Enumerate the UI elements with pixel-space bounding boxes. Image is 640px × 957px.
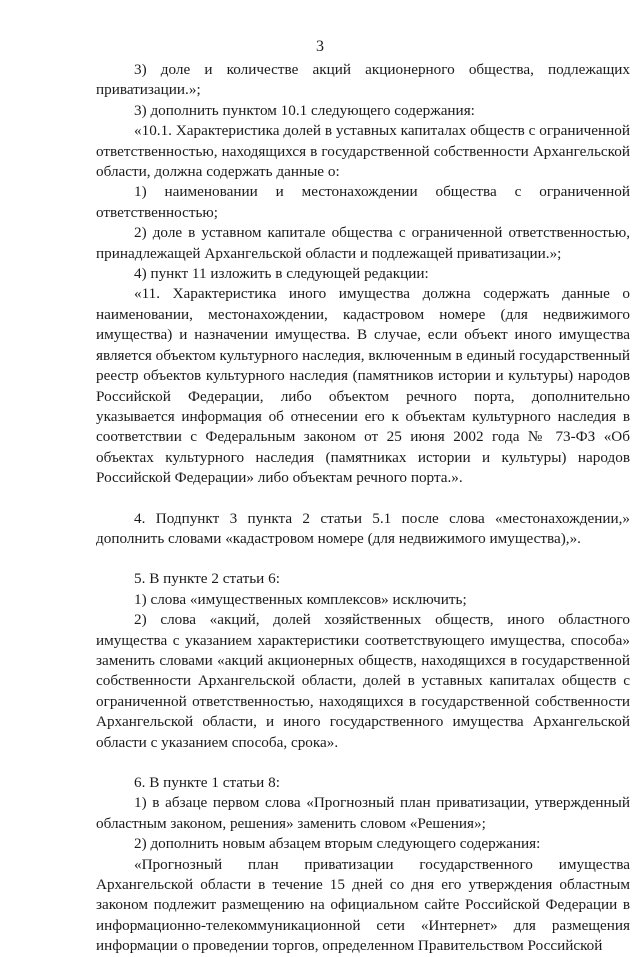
paragraph: 2) доле в уставном капитале общества с ограниченной ответственностью, принадлежащей Архангельской области и подлежащей приватизации.»; bbox=[96, 224, 630, 262]
paragraph: 6. В пункте 1 статьи 8: bbox=[134, 774, 280, 791]
paragraph-spacer bbox=[96, 489, 630, 509]
paragraph: 1) в абзаце первом слова «Прогнозный план приватизации, утвержденный областным законом, решения» заменить словом «Решения»; bbox=[96, 794, 630, 832]
paragraph: «Прогнозный план приватизации государственного имущества Архангельской области в течение 15 дней со дня его утверждения областным законом подлежит размещению на официальном сайте Российской Федерации в информационно-телекоммуникационной сети «Интернет» для размещения информации о проведении торгов, определенном Правительством Российской bbox=[96, 855, 630, 955]
document-body bbox=[96, 60, 630, 957]
paragraph: 1) наименовании и местонахождении общества с ограниченной ответственностью; bbox=[96, 183, 630, 221]
paragraph: 3) доле и количестве акций акционерного общества, подлежащих приватизации.»; bbox=[96, 61, 630, 99]
paragraph: 2) дополнить новым абзацем вторым следующего содержания: bbox=[134, 835, 541, 853]
paragraph: 4) пункт 11 изложить в следующей редакции: bbox=[134, 265, 429, 283]
page-number: 3 bbox=[316, 38, 324, 55]
paragraph: «10.1. Характеристика долей в уставных капиталах обществ с ограниченной ответственностью, находящихся в государственной собственности Архангельской области, должна содержать данные о: bbox=[96, 122, 630, 181]
paragraph: 3) дополнить пунктом 10.1 следующего содержания: bbox=[134, 101, 475, 119]
paragraph: 2) слова «акций, долей хозяйственных обществ, иного областного имущества с указанием характеристики соответствующего имущества, способа» заменить словами «акций акционерных обществ, находящихся в государственной собственности Архангельской области, долей в уставных капиталах обществ с ограниченной ответственностью, находящихся в государственной собственности Архангельской области, и иного государственного имущества Архангельской области с указанием способа, срока». bbox=[96, 611, 630, 751]
paragraph: «11. Характеристика иного имущества должна содержать данные о наименовании, местонахождении, кадастровом номере (для недвижимого имущества) и назначении имущества. В случае, если объект иного имущества является объектом культурного наследия, включенным в единый государственный реестр объектов культурного наследия (памятников истории и культуры) народов Российской Федерации, либо объектом речного порта, дополнительно указывается информация об отнесении его к объектам культурного наследия в соответствии с Федеральным законом от 25 июня 2002 года № 73-ФЗ «Об объектах культурного наследия (памятниках истории и культуры) народов Российской Федерации» либо объектам речного порта.». bbox=[96, 285, 630, 487]
paragraph-spacer bbox=[96, 549, 630, 569]
paragraph: 4. Подпункт 3 пункта 2 статьи 5.1 после слова «местонахождении,» дополнить словами «кадастровом номере (для недвижимого имущества),». bbox=[96, 509, 630, 547]
paragraph: 1) слова «имущественных комплексов» исключить; bbox=[134, 590, 467, 608]
paragraph: 5. В пункте 2 статьи 6: bbox=[134, 570, 280, 588]
paragraph-spacer bbox=[96, 753, 630, 773]
